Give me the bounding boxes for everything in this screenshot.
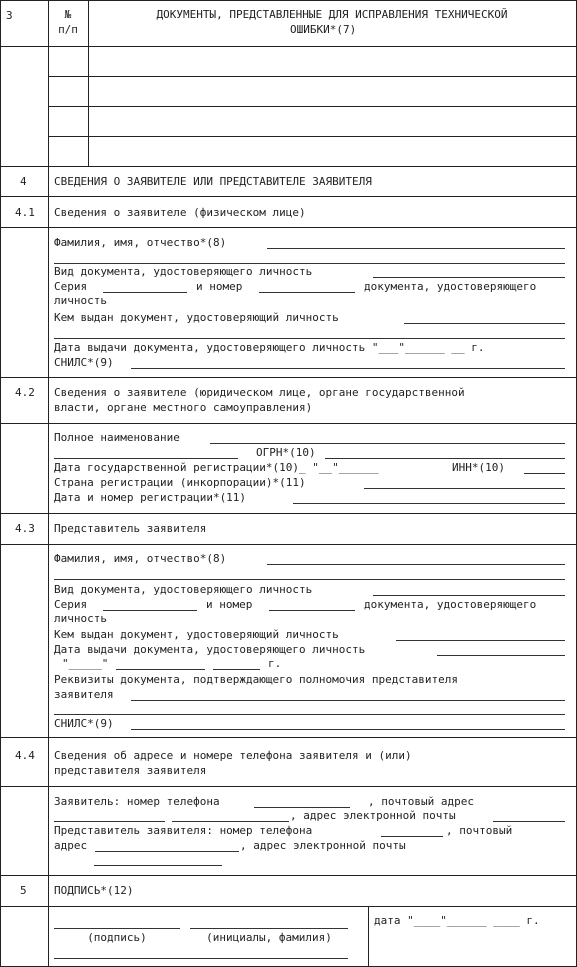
email-line[interactable] [493, 821, 565, 822]
row-line [0, 737, 577, 738]
email-label: , адрес электронной почты [290, 809, 456, 822]
applicant-phone-line[interactable] [254, 807, 350, 808]
rep-month-line[interactable] [116, 669, 205, 670]
rep-series-line[interactable] [103, 610, 197, 611]
rep-email-label: , адрес электронной почты [240, 839, 406, 852]
row-line [0, 166, 577, 167]
section-4-number: 4 [20, 175, 27, 188]
req-line-2[interactable] [54, 714, 565, 715]
table-border-top [0, 0, 577, 1]
row-line [0, 423, 577, 424]
section-3-number: 3 [6, 9, 13, 22]
rep-number-line[interactable] [269, 610, 355, 611]
rep-doc-tail-label: документа, удостоверяющего [364, 598, 537, 611]
section-4-2-title: Сведения о заявителе (юридическом лице, органе государственной [54, 386, 465, 399]
rep-number-label: и номер [206, 598, 253, 611]
postal-line[interactable] [54, 821, 165, 822]
ogrn-line[interactable] [325, 458, 565, 459]
doc-type-label: Вид документа, удостоверяющего личность [54, 265, 313, 278]
full-name-line[interactable] [210, 443, 565, 444]
fio-line-2[interactable] [54, 263, 565, 264]
rep-adres-line[interactable] [95, 851, 239, 852]
section-4-title: СВЕДЕНИЯ О ЗАЯВИТЕЛЕ ИЛИ ПРЕДСТАВИТЕЛЕ ЗАЯВИТЕЛЯ [54, 175, 372, 188]
section-5-number: 5 [20, 884, 27, 897]
column-divider [48, 0, 49, 966]
issued-line[interactable] [404, 323, 565, 324]
full-name-label: Полное наименование [54, 431, 180, 444]
rep-doc-type-line[interactable] [373, 595, 565, 596]
section-4-4-title-cont: представителя заявителя [54, 764, 207, 777]
section-4-4-title: Сведения об адресе и номере телефона заявителя и (или) [54, 749, 412, 762]
section-4-4-number: 4.4 [15, 749, 35, 762]
section-4-2-title-cont: власти, органе местного самоуправления) [54, 401, 313, 414]
section-4-2-number: 4.2 [15, 386, 35, 399]
section-4-3-number: 4.3 [15, 522, 35, 535]
row-line [0, 875, 577, 876]
req-label: Реквизиты документа, подтверждающего полномочия представителя [54, 673, 458, 686]
section-4-3-title: Представитель заявителя [54, 522, 207, 535]
fio-label: Фамилия, имя, отчество*(8) [54, 236, 227, 249]
signature-caption: (подпись) [87, 931, 147, 944]
row-line [48, 76, 577, 77]
rep-adres-label: адрес [54, 839, 88, 852]
signature-date: дата "____"______ ____ г. [374, 914, 540, 927]
section-4-1-title: Сведения о заявителе (физическом лице) [54, 206, 306, 219]
req-label-cont: заявителя [54, 688, 114, 701]
rep-fio-line-2[interactable] [54, 579, 565, 580]
rep-series-label: Серия [54, 598, 88, 611]
rep-date-issue-label: Дата выдачи документа, удостоверяющего личность [54, 643, 366, 656]
initials-caption: (инициалы, фамилия) [206, 931, 332, 944]
rep-fio-line[interactable] [267, 564, 565, 565]
row-line [0, 513, 577, 514]
inn-line[interactable] [524, 473, 565, 474]
row-line [48, 106, 577, 107]
doc-type-line[interactable] [373, 277, 565, 278]
number-line[interactable] [259, 292, 355, 293]
fio-line[interactable] [267, 248, 565, 249]
snils-line[interactable] [131, 368, 565, 369]
row-line [0, 227, 577, 228]
number-label: и номер [196, 280, 243, 293]
country-label: Страна регистрации (инкорпорации)*(11) [54, 476, 306, 489]
section-4-1-number: 4.1 [15, 206, 35, 219]
lichnost-label: личность [54, 294, 107, 307]
series-label: Серия [54, 280, 88, 293]
reg-date-label: Дата государственной регистрации*(10)_ "__"______ [54, 461, 379, 474]
rep-doc-type-label: Вид документа, удостоверяющего личность [54, 583, 313, 596]
doc-tail-label: документа, удостоверяющего [364, 280, 537, 293]
column-number-header: № [64, 8, 72, 21]
date-issue-label: Дата выдачи документа, удостоверяющего личность "___"______ __ г. [54, 341, 485, 354]
req-line[interactable] [131, 700, 565, 701]
series-line[interactable] [103, 292, 187, 293]
rep-snils-label: СНИЛС*(9) [54, 717, 114, 730]
row-line [0, 906, 577, 907]
column-pp-header: п/п [58, 23, 78, 36]
row-line [0, 786, 577, 787]
signature-bottom-line[interactable] [54, 958, 348, 959]
country-line[interactable] [364, 488, 565, 489]
rep-fio-label: Фамилия, имя, отчество*(8) [54, 552, 227, 565]
rep-year-label: г. [268, 657, 282, 670]
rep-issued-label: Кем выдан документ, удостоверяющий личность [54, 628, 339, 641]
subcolumn-divider [88, 0, 89, 166]
rep-date-quote: "_____" [62, 657, 109, 670]
row-line [0, 544, 577, 545]
table-border-left [0, 0, 1, 966]
rep-issued-line[interactable] [396, 640, 565, 641]
inn-label: ИНН*(10) [452, 461, 505, 474]
issued-line-2[interactable] [54, 338, 565, 339]
row-line [0, 46, 577, 47]
applicant-phone-label: Заявитель: номер телефона [54, 795, 220, 808]
postal-label: , почтовый адрес [368, 795, 474, 808]
row-line [0, 196, 577, 197]
rep-lichnost-label: личность [54, 612, 107, 625]
signature-date-divider [368, 906, 369, 966]
row-line [48, 136, 577, 137]
rep-postal-label: , почтовый [446, 824, 513, 837]
rep-phone-line[interactable] [381, 836, 443, 837]
ogrn-label: ОГРН*(10) [256, 446, 316, 459]
initials-line[interactable] [190, 928, 348, 929]
signature-line[interactable] [54, 928, 180, 929]
rep-snils-line[interactable] [131, 729, 565, 730]
section-3-title-cont: ОШИБКИ*(7) [290, 23, 357, 36]
rep-phone-label: Представитель заявителя: номер телефона [54, 824, 313, 837]
rep-year-line[interactable] [213, 669, 260, 670]
reg-num-label: Дата и номер регистрации*(11) [54, 491, 247, 504]
row-line [0, 377, 577, 378]
rep-date-issue-line[interactable] [437, 655, 565, 656]
section-3-title: ДОКУМЕНТЫ, ПРЕДСТАВЛЕННЫЕ ДЛЯ ИСПРАВЛЕНИЯ ТЕХНИЧЕСКОЙ [156, 8, 508, 21]
postal-line-2[interactable] [172, 821, 289, 822]
snils-label: СНИЛС*(9) [54, 356, 114, 369]
issued-label: Кем выдан документ, удостоверяющий личность [54, 311, 339, 324]
full-name-line-2[interactable] [54, 458, 238, 459]
section-5-title: ПОДПИСЬ*(12) [54, 884, 134, 897]
reg-num-line[interactable] [293, 503, 565, 504]
rep-email-line[interactable] [94, 865, 222, 866]
